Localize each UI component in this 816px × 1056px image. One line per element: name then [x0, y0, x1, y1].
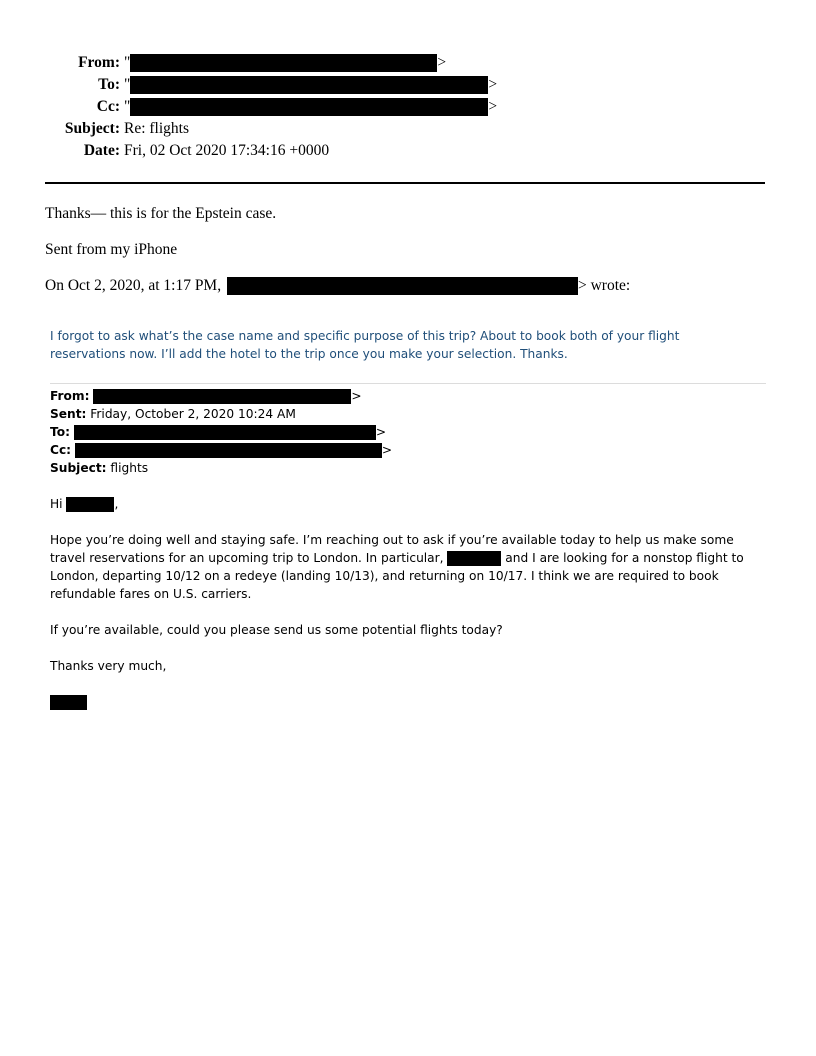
quoted-message: I forgot to ask what’s the case name and specific purpose of this trip? About to book both of your flight reservations now. I’ll add the hotel to the trip once you make your selection. Thanks. — [50, 329, 680, 361]
redaction-block — [130, 76, 488, 94]
original-cc-label: Cc: — [50, 443, 72, 457]
reply-line-1: Thanks— this is for the Epstein case. — [45, 205, 277, 222]
paragraph-1-part-1: Hope you’re doing well and staying safe. I’m reaching out to ask if you’re available today to help us make some travel reservations for an upcoming trip to London. In particular, — [50, 533, 734, 565]
original-from-row — [50, 387, 362, 405]
header-from-row — [0, 52, 800, 74]
signature-redaction — [50, 695, 87, 710]
to-quote: " — [124, 76, 131, 93]
original-from-label: From: — [50, 389, 90, 403]
redaction-block — [130, 54, 437, 72]
paragraph-1-part-2: and I are looking for a nonstop flight to London, departing 10/12 on a redeye (landing 10/13), and returning on 10/17. I think we are required to book refundable fares on U.S. carriers. — [50, 551, 744, 601]
from-bracket: > — [437, 54, 447, 71]
redaction-block — [74, 425, 376, 440]
original-to-label: To: — [50, 425, 70, 439]
greeting-prefix: Hi — [50, 497, 63, 511]
to-bracket: > — [488, 76, 498, 93]
cc-value — [124, 96, 497, 118]
attribution-prefix: On Oct 2, 2020, at 1:17 PM, — [45, 277, 222, 294]
original-cc-bracket: > — [381, 443, 393, 457]
quoted-divider — [50, 383, 766, 384]
subject-value: Re: flights — [124, 120, 190, 137]
header-date-row — [0, 140, 800, 162]
original-closing: Thanks very much, — [50, 659, 167, 673]
original-subject-label: Subject: — [50, 461, 107, 475]
original-subject-value: flights — [110, 461, 149, 475]
header-subject-row — [0, 118, 800, 140]
original-subject-row — [50, 459, 148, 477]
header-cc-row — [0, 96, 800, 118]
original-from-bracket: > — [351, 389, 362, 403]
cc-label: Cc: — [96, 98, 120, 115]
original-to-bracket: > — [375, 425, 387, 439]
subject-label: Subject: — [64, 120, 120, 137]
from-label: From: — [78, 54, 120, 71]
original-cc-row — [50, 441, 392, 459]
from-quote: " — [124, 54, 131, 71]
original-sent-label: Sent: — [50, 407, 87, 421]
original-to-row — [50, 423, 386, 441]
original-paragraph-1 — [50, 531, 766, 603]
redaction-block — [130, 98, 488, 116]
to-label: To: — [98, 76, 120, 93]
to-value — [124, 74, 497, 96]
original-sent-value: Friday, October 2, 2020 10:24 AM — [90, 407, 296, 421]
redaction-block — [66, 497, 114, 512]
redaction-block — [227, 277, 578, 295]
original-paragraph-2: If you’re available, could you please send us some potential flights today? — [50, 623, 503, 637]
original-greeting — [50, 495, 118, 513]
date-value: Fri, 02 Oct 2020 17:34:16 +0000 — [124, 142, 330, 159]
header-to-row — [0, 74, 800, 96]
greeting-comma: , — [114, 497, 119, 511]
original-sent-row — [50, 405, 296, 423]
redaction-block — [447, 551, 501, 566]
attribution-suffix: > wrote: — [577, 277, 631, 294]
cc-quote: " — [124, 98, 131, 115]
reply-signature: Sent from my iPhone — [45, 241, 178, 258]
date-label: Date: — [83, 142, 120, 159]
header-divider — [45, 182, 765, 184]
reply-attribution — [45, 276, 630, 296]
from-value — [124, 52, 446, 74]
cc-bracket: > — [488, 98, 498, 115]
redaction-block — [75, 443, 382, 458]
redaction-block — [93, 389, 351, 404]
